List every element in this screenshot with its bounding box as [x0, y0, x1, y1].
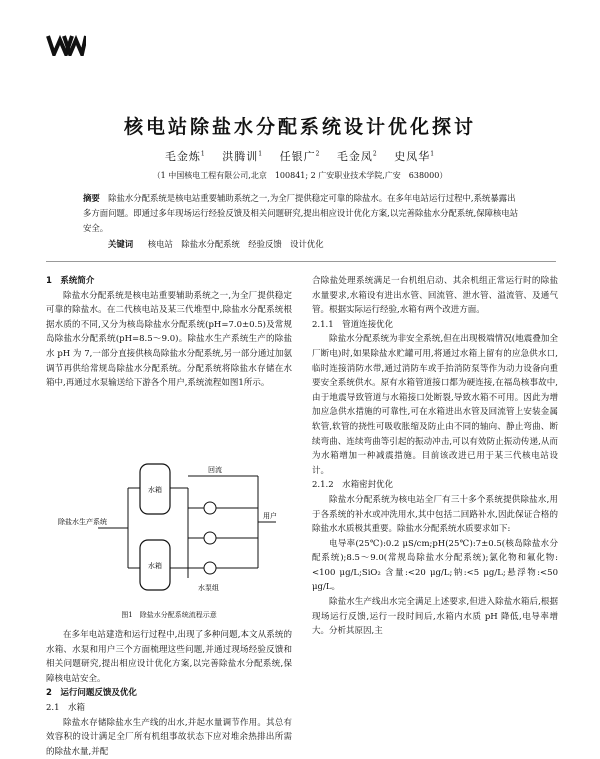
- journal-logo: [46, 34, 86, 56]
- return-label: 回流: [208, 466, 222, 474]
- keywords: 关键词 核电站 除盐水分配系统 经验反馈 设计优化: [108, 239, 324, 249]
- affiliation: （1 中国核电工程有限公司,北京 100841; 2 广安职业技术学院,广安 638000）: [152, 171, 448, 180]
- paragraph: 合除盐处理系统满足一台机组启动、其余机组正常运行时的除盐水量要求,水箱设有进出水管、回流管、泄水管、溢流管、及通气管。根据实际运行经验,水箱有两个改进方面。: [312, 276, 558, 316]
- divider: [46, 261, 556, 262]
- subsection-heading: 2.1.1 管道连接优化: [312, 319, 394, 330]
- abstract-label: 摘要: [83, 193, 100, 203]
- section-heading: 2 运行问题反馈及优化: [46, 688, 137, 699]
- abstract-text: 除盐水分配系统是核电站重要辅助系统之一,为全厂提供稳定可靠的除盐水。在多年电站运行过程中,系统暴露出多方面问题。即通过多年现场运行经验反馈及相关问题研究,提出相应设计优化方案,以完善除盐水分配系统,保障核电站安全。: [83, 193, 519, 233]
- author: 洪腾训: [222, 150, 259, 163]
- left-column: [46, 274, 292, 391]
- paragraph: 除盐水生产线出水完全满足上述要求,但进入除盐水箱后,根据现场运行反馈,运行一段时间后,水箱内水质 pH 降低,电导率增大。分析其原因,主: [312, 597, 558, 637]
- paragraph: 除盐水存储除盐水生产线的出水,并起水量调节作用。其总有效容积的设计满足全厂所有机组事故状态下应对堆余热排出所需的除盐水量,并配: [46, 717, 292, 757]
- author: 毛金凤: [336, 150, 373, 163]
- subsection-heading: 2.1.2 水箱密封优化: [312, 480, 394, 491]
- spec-paragraph: 电导率(25℃):0.2 μS/cm;pH(25℃):7±0.5(核岛除盐水分配系统);8.5～9.0(常规岛除盐水分配系统);氯化物和氟化物:<100 μg/L;SiO₂ 含量:<20 μg/L;钠:<5 μg/L;悬浮物:<50 μg/L。: [312, 538, 558, 593]
- source-label: 除盐水生产系统: [58, 518, 107, 526]
- paragraph: 除盐水分配系统是核电站重要辅助系统之一,为全厂提供稳定可靠的除盐水。在二代核电站及某三代堆型中,除盐水分配系统根据水质的不同,又分为核岛除盐水分配系统(pH=7.0±0.5)及常规岛除盐水分配系统(pH=8.5～9.0)。除盐水生产系统生产的除盐水 pH 为 7,一部分直接供核岛除盐水分配系统,另一部分通过加氨调节再供给常规岛除盐水分配系统。分配系统将除盐水存储在水箱中,再通过水泵输送给下游各个用户,系统流程如图1所示。: [46, 290, 292, 389]
- user-label: 用户: [263, 512, 277, 520]
- author-list: 毛金炼$^1$ 洪腾训$^1$ 任银广$^2$ 毛金凤$^2$ 史凤华$^1$: [164, 150, 436, 163]
- tank-label: 水箱: [148, 562, 162, 570]
- author: 史凤华: [394, 150, 431, 163]
- tank-label: 水箱: [148, 486, 162, 494]
- abstract: [83, 191, 523, 236]
- author: 任银广: [279, 150, 316, 163]
- section-heading: 1 系统简介: [46, 276, 95, 286]
- author: 毛金炼: [164, 150, 201, 163]
- figure-caption: 图1 除盐水分配系统流程示意: [121, 611, 217, 619]
- right-column: [312, 274, 558, 639]
- paragraph: 在多年电站建造和运行过程中,出现了多种问题,本文从系统的水箱、水泵和用户三个方面梳理这些问题,并通过现场经验反馈和相关问题研究,提出相应设计优化方案,以完善除盐水分配系统,保障核电站安全。: [46, 630, 292, 684]
- paragraph: 除盐水分配系统为核电站全厂有三十多个系统提供除盐水,用于各系统的补水或冲洗用水,其中包括二回路补水,因此保证合格的除盐水水质极其重要。除盐水分配系统水质要求如下:: [312, 494, 558, 535]
- subsection-heading: 2.1 水箱: [46, 702, 86, 713]
- paragraph: 除盐水分配系统为非安全系统,但在出现极端情况(地震叠加全厂断电)时,如果除盐水贮罐可用,将通过水箱上留有的应急供水口,临时连接消防水带,通过消防车或手抬消防泵等作为动力设备向重要安全系统供水。原有水箱管道接口都为硬连接,在福岛核事故中,由于地震导致管道与水箱接口处断裂,导致水箱不可用。因此为增加应急供水措施的可靠性,可在水箱进出水管及回流管上安装金属软管,软管的挠性可吸收胀缩及防止由不同的轴向、静止弯曲、断续弯曲、连续弯曲等引起的振动冲击,可以有效防止振动传递,从而为水箱增加一种减震措施。目前该改进已用于某三代核电站设计。: [312, 334, 558, 476]
- pump-room-label: 水泵组: [198, 584, 219, 592]
- paper-title: 核电站除盐水分配系统设计优化探讨: [123, 116, 476, 138]
- figure-1-diagram: [58, 458, 288, 606]
- left-column-lower: [46, 628, 292, 759]
- keywords-label: 关键词: [108, 239, 134, 249]
